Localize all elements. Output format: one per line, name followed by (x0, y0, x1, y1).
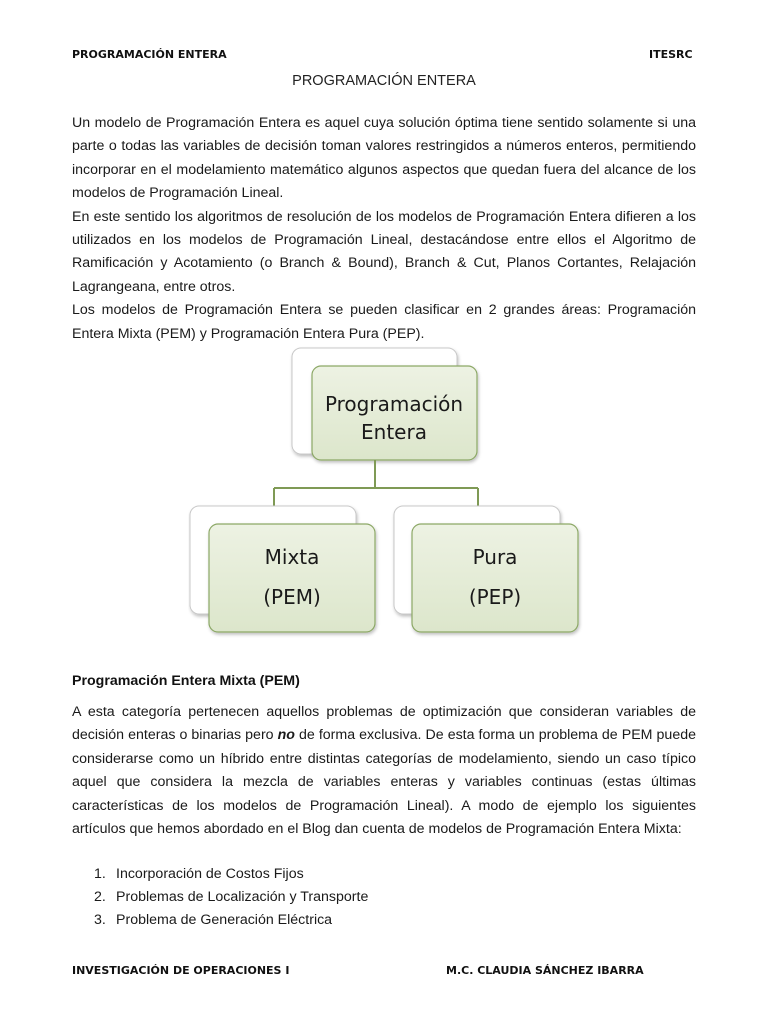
pem-examples-list (94, 863, 368, 932)
header-right: ITESRC (649, 48, 693, 61)
intro-paragraph-2: En este sentido los algoritmos de resolución de los modelos de Programación Entera difieren a los utilizados en los modelos de Programación Lineal, destacándose entre ellos el Algoritmo de Ramificación y Acotamiento (o Branch & Bound), Branch & Cut, Planos Cortantes, Relajación Lagrangeana, entre otros. (72, 208, 696, 295)
list-item (94, 863, 368, 886)
root-node-line1: Programación (324, 392, 464, 416)
pem-text-before: A esta categoría pertenecen aquellos problemas de optimización que consideran variables de decisión enteras o binarias pero (72, 704, 696, 744)
footer-right: M.C. CLAUDIA SÁNCHEZ IBARRA (446, 964, 644, 977)
section-heading-pem: Programación Entera Mixta (PEM) (72, 673, 300, 689)
hierarchy-diagram (188, 346, 583, 638)
list-item-number: 3. (94, 912, 106, 928)
root-node-line2: Entera (361, 420, 427, 444)
list-item (94, 909, 368, 932)
pem-paragraph (72, 701, 696, 841)
list-item-text: Incorporación de Costos Fijos (116, 866, 304, 882)
list-item-text: Problema de Generación Eléctrica (116, 912, 333, 928)
pem-paragraph-text (72, 701, 696, 841)
list-item-number: 1. (94, 866, 106, 882)
header-left: PROGRAMACIÓN ENTERA (72, 48, 227, 61)
left-node-line2: (PEM) (263, 585, 321, 609)
left-node-line1: Mixta (264, 545, 320, 569)
document-title: PROGRAMACIÓN ENTERA (292, 73, 476, 89)
intro-text (72, 112, 696, 346)
footer-left: INVESTIGACIÓN DE OPERACIONES I (72, 964, 290, 977)
right-node-box (412, 524, 578, 632)
right-node-line1: Pura (472, 545, 518, 569)
pem-emphasis: no (277, 727, 295, 744)
list-item-text: Problemas de Localización y Transporte (116, 889, 369, 905)
right-node-line2: (PEP) (468, 585, 522, 609)
intro-paragraph-3: Los modelos de Programación Entera se pueden clasificar en 2 grandes áreas: Programación Entera Mixta (PEM) y Programación Entera Pura (PEP). (72, 302, 696, 342)
list-item-number: 2. (94, 889, 106, 905)
left-node-box (209, 524, 375, 632)
intro-paragraph-1: Un modelo de Programación Entera es aquel cuya solución óptima tiene sentido solamente si una parte o todas las variables de decisión toman valores restringidos a números enteros, permitiendo incorporar en el modelamiento matemático algunos aspectos que quedan fuera del alcance de los modelos de Programación Lineal. (72, 115, 696, 202)
pem-text-after: de forma exclusiva. De esta forma un problema de PEM puede considerarse como un híbrido entre distintas categorías de modelamiento, siendo un caso típico aquel que considera la mezcla de variables enteras y variables continuas (estas últimas características de los modelos de Programación Lineal). A modo de ejemplo los siguientes artículos que hemos abordado en el Blog dan cuenta de modelos de Programación Entera Mixta: (72, 727, 696, 838)
list-item (94, 886, 368, 909)
